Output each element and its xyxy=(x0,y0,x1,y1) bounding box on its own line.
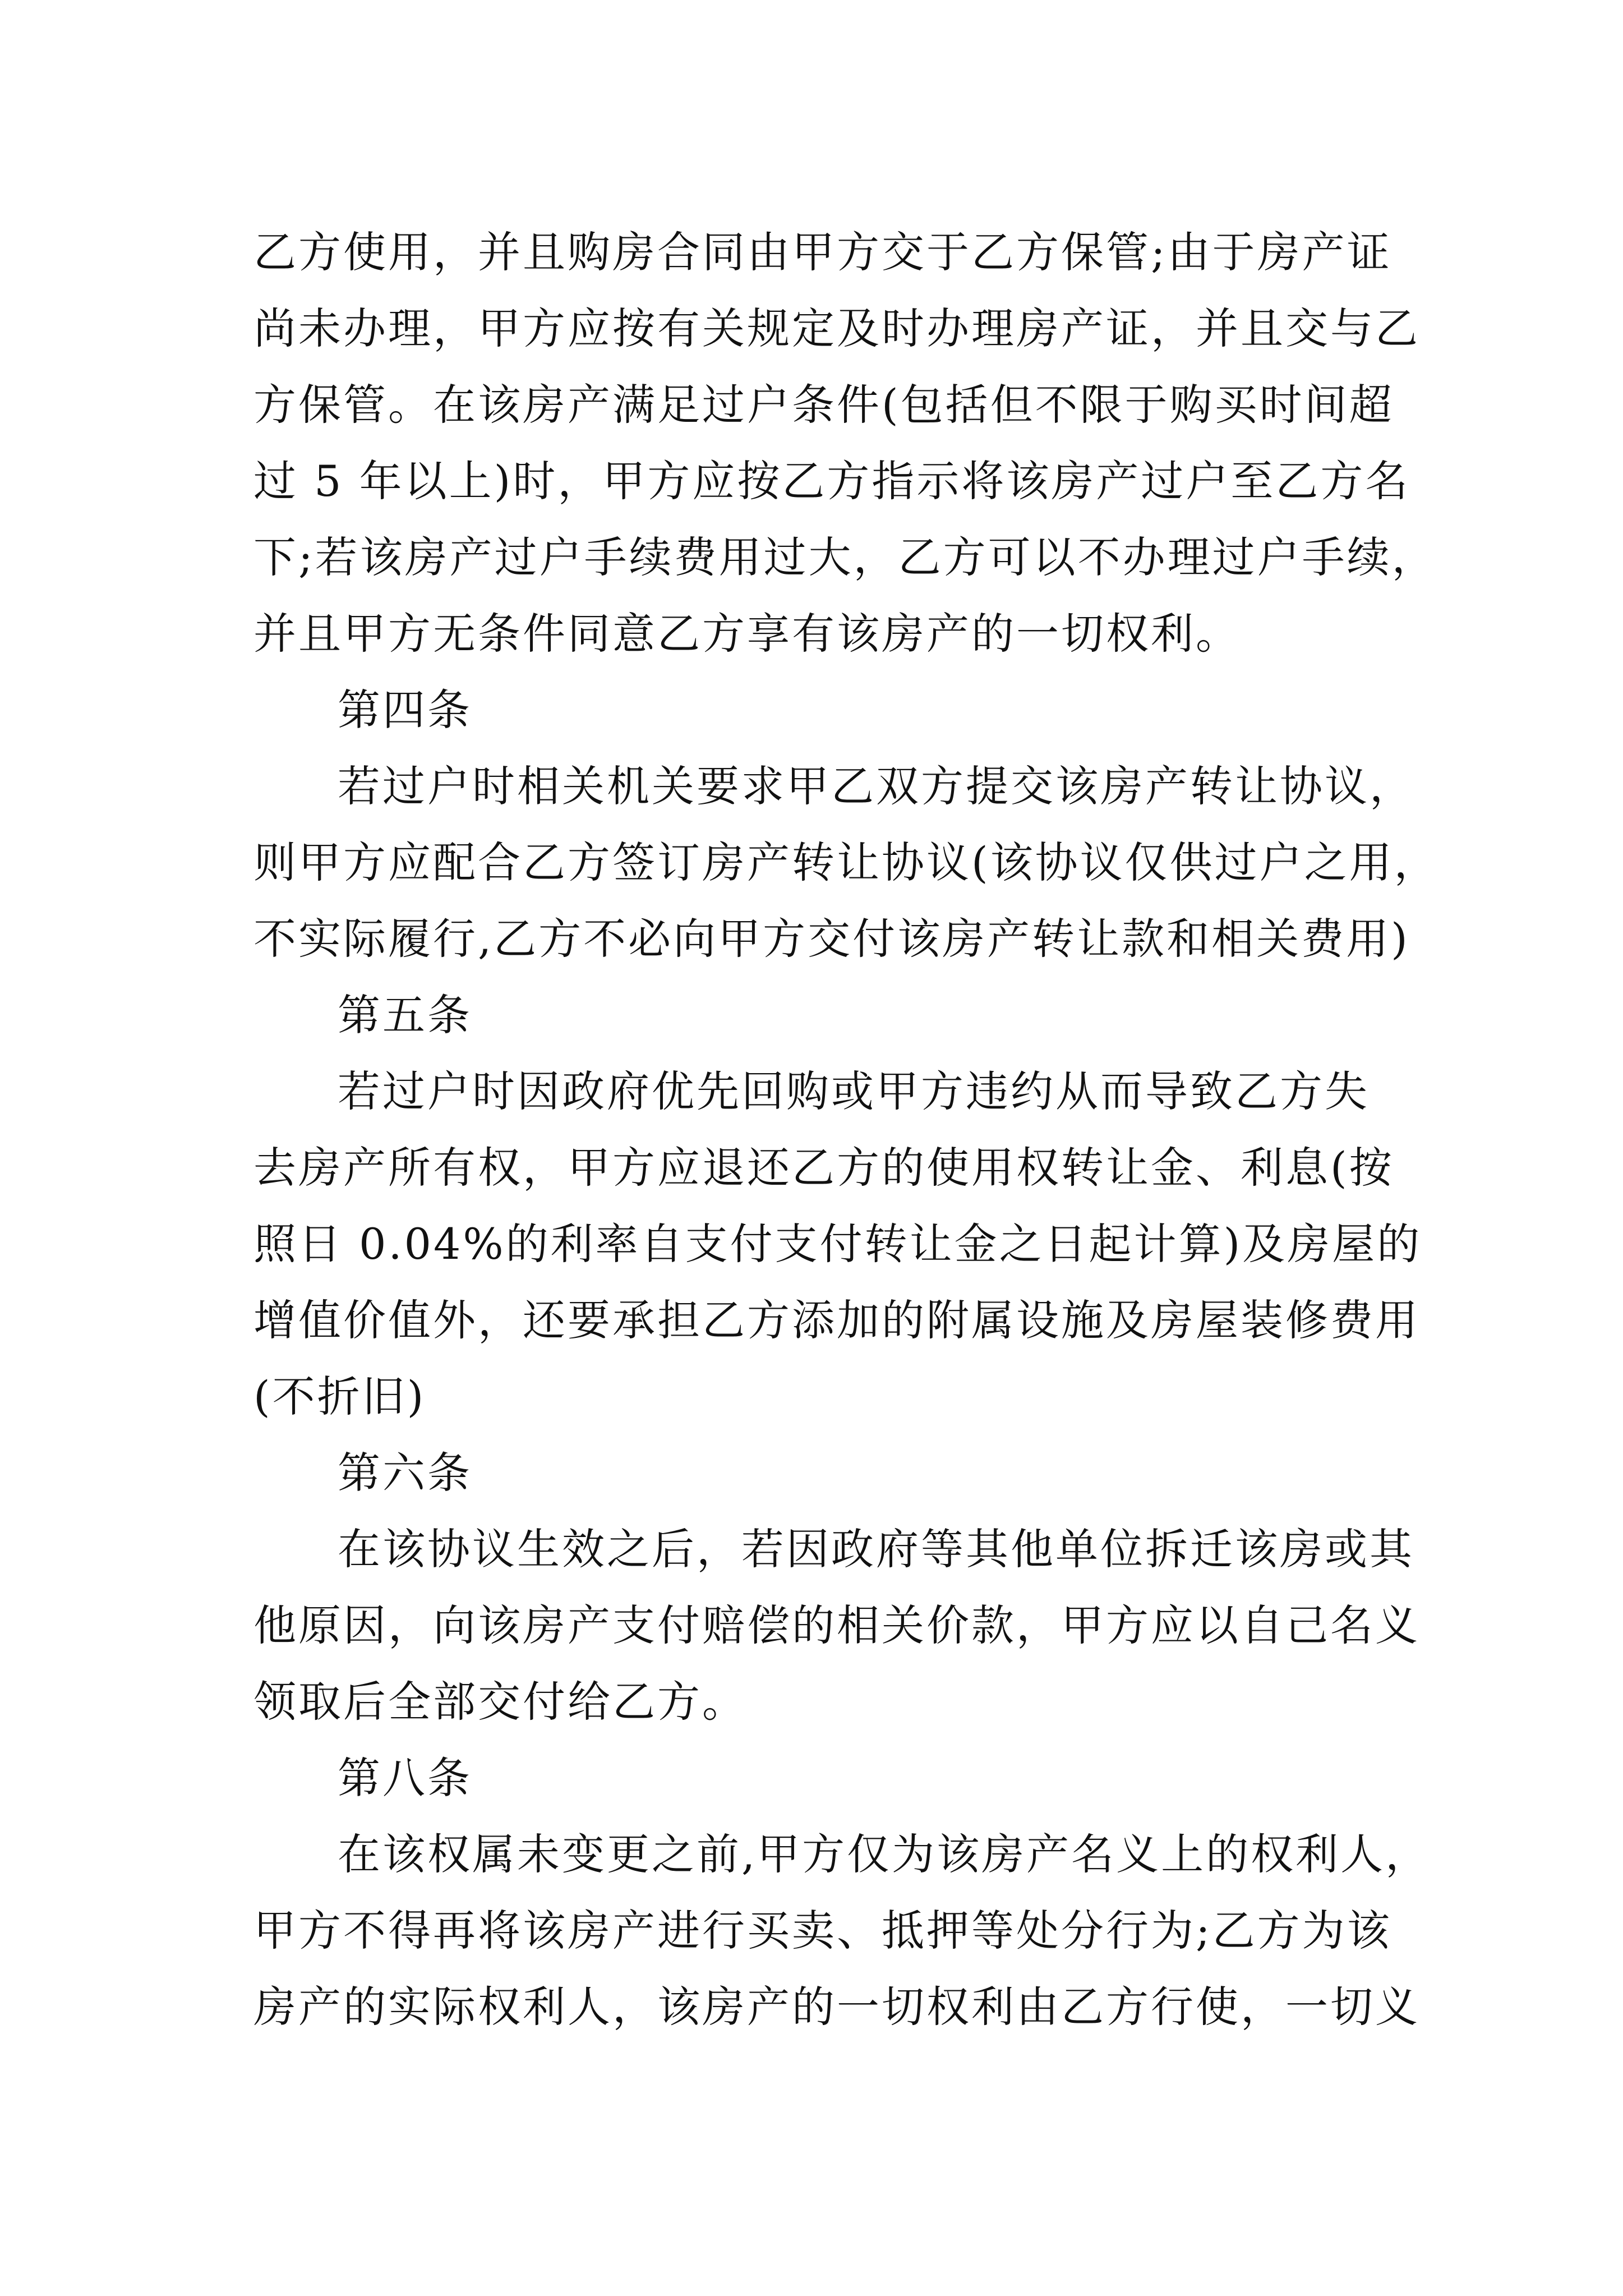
text-line: 乙方使用，并且购房合同由甲方交于乙方保管;由于房产证 xyxy=(253,227,1392,277)
text-line: 在该协议生效之后，若因政府等其他单位拆迁该房或其 xyxy=(338,1524,1414,1574)
article-heading: 第五条 xyxy=(338,990,472,1040)
text-line: 在该权属未变更之前,甲方仅为该房产名义上的权利人， xyxy=(338,1829,1431,1879)
article-heading: 第八条 xyxy=(338,1753,472,1803)
text-line: 领取后全部交付给乙方。 xyxy=(253,1677,747,1727)
text-line: 去房产所有权，甲方应退还乙方的使用权转让金、利息(按 xyxy=(253,1143,1394,1193)
document-body xyxy=(253,214,1439,2045)
text-line: 若过户时相关机关要求甲乙双方提交该房产转让协议， xyxy=(338,761,1414,811)
text-line: (不折旧) xyxy=(253,1372,426,1421)
text-line: 尚未办理，甲方应按有关规定及时办理房产证，并且交与乙 xyxy=(253,303,1420,353)
article-heading: 第六条 xyxy=(338,1448,472,1498)
text-line: 若过户时因政府优先回购或甲方违约从而导致乙方失 xyxy=(338,1066,1370,1116)
text-line: 过 5 年以上)时，甲方应按乙方指示将该房产过户至乙方名 xyxy=(253,456,1410,506)
article-heading: 第四条 xyxy=(338,685,472,735)
text-line: 他原因，向该房产支付赔偿的相关价款，甲方应以自己名义 xyxy=(253,1600,1420,1650)
text-line: 并且甲方无条件同意乙方享有该房产的一切权利。 xyxy=(253,609,1241,659)
text-line: 照日 0.04%的利率自支付支付转让金之日起计算)及房屋的 xyxy=(253,1219,1422,1269)
text-line: 则甲方应配合乙方签订房产转让协议(该协议仅供过户之用， xyxy=(253,838,1439,887)
text-line: 房产的实际权利人，该房产的一切权利由乙方行使，一切义 xyxy=(253,1982,1420,2032)
text-line: 方保管。在该房产满足过户条件(包括但不限于购买时间超 xyxy=(253,380,1394,430)
text-line: 不实际履行,乙方不必向甲方交付该房产转让款和相关费用) xyxy=(253,914,1410,964)
text-line: 甲方不得再将该房产进行买卖、抵押等处分行为;乙方为该 xyxy=(253,1906,1392,1955)
text-line: 增值价值外，还要承担乙方添加的附属设施及房屋装修费用 xyxy=(253,1295,1420,1345)
text-line: 下;若该房产过户手续费用过大，乙方可以不办理过户手续， xyxy=(253,532,1437,582)
